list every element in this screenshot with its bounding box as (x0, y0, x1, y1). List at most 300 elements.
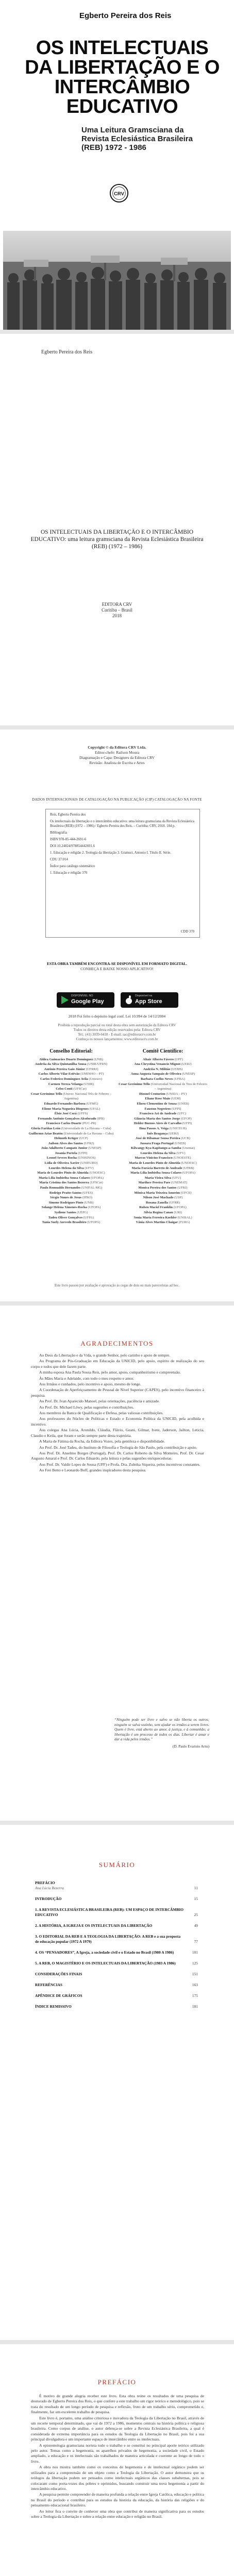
toc-entry[interactable] (35, 1993, 198, 1998)
app-store-label: App Store (135, 998, 162, 1005)
member-affiliation: (Unemat) (182, 1146, 195, 1150)
member-name: Maria Vieira Silva (144, 1176, 172, 1180)
review-line: Revisão: Analista de Escrita e Artes (89, 760, 145, 765)
member-name: Francisco Ari de Andrade (139, 1112, 177, 1116)
member-name: Anna Augusta Sampaio de Oliveira (130, 1072, 181, 1076)
council-member (26, 1171, 116, 1176)
council-member (26, 1166, 116, 1171)
member-name: Sydione Santos (54, 1211, 76, 1214)
google-play-badge[interactable] (57, 992, 114, 1008)
toc-entry-label: 4. OS “PENSADORES”, A Igreja, a sociedade civil e o Estado no Brasil (1980 A 1986) (35, 1950, 174, 1955)
app-store-caption: Disponível na (135, 994, 153, 997)
council-member (26, 1205, 116, 1210)
member-name: Carlos Alberto Vilar Estêvão (38, 1072, 80, 1076)
member-name: Andréia N. Militão (143, 1067, 171, 1071)
toc-entry[interactable] (35, 1961, 198, 1966)
committee-member (118, 1121, 208, 1126)
committee-member (118, 1077, 208, 1082)
member-name: Gloria Fariñas León (31, 1126, 61, 1130)
publisher-logo-icon (109, 183, 129, 203)
acknowledgement-paragraph: Ao Prof. Dr. Michael Löwy, pelas sugestões e contribuições. (39, 1404, 134, 1410)
member-name: Ruben Maciel Franklin (139, 1206, 173, 1210)
epigraph (114, 1718, 209, 1750)
council-member (26, 1185, 116, 1191)
page-separator (0, 725, 234, 730)
acknowledgement-paragraph: Aos professores do Núcleo de Políticas e Estado e Economia Política da UNICID, pela acolhida e incentivo. (31, 1416, 204, 1427)
member-name: Jussara Fraga Portugal (140, 1141, 174, 1145)
member-affiliation: (UFPI) (172, 1107, 181, 1111)
member-name: Antônio Pereira Gaio Júnior (44, 1067, 86, 1071)
member-affiliation: (UFMG) (86, 1101, 98, 1106)
member-affiliation: (UFAL) (89, 1107, 101, 1111)
legal-deposit: Foi feito o depósito legal conf. Lei 10.994 de 14/12/2004 (77, 1014, 166, 1019)
member-name: Fauston Negreiros (144, 1107, 171, 1111)
committee-member (118, 1136, 208, 1141)
acknowledgement-paragraph: Aos colegas Ana Lúcia, Aronildo, Cláudia, Flávio, Geani, Gilmar, Ivete, Jaderson, Jailton, Leticia, Claudio e Keila, que foram e serão sempre parte desta trajetória. (31, 1428, 204, 1438)
member-name: Maria Eurácia Barreto de Andrade (131, 1166, 182, 1170)
acknowledgement-paragraph: Aos Prof. Dr. Anselmo Borges (Portugal), Prof. Dr. Carlos Roberto da Silva Monteiro, Prof. Dr. Cesar Augusto Amaral e Prof. Dr. Carlos Eduardo, pela leitura e pelas sugestões enriquecedoras. (31, 1450, 204, 1461)
catalog-isbn: ISBN 978-85-444-2691-6 (50, 838, 87, 841)
catalog-index: 1. Educação e religião 370 (50, 871, 88, 875)
preface-paragraph: Este livro é, portanto, uma análise criteriosa e inovadora da Teologia da Libertação no Brasil, através de um recorte temporal determinado, que vai de 1972 a 1986, momentos centrais na história política e religiosa brasileira. Como corpus de análise, o autor debruça-se sobre a Revista Eclesiástica Brasileira, a qual é considerada de extrema importância para os estudos da Teologia da Libertação no Brasil, pois foi a sua principal divulgadora e um importante espaço de intercâmbio entre os intelectuais. (31, 2415, 204, 2442)
member-name: Solange Helena Ximenes-Rocha (41, 1206, 87, 1210)
committee-member (118, 1220, 208, 1225)
member-name: Andréia da Silva Quintanilha Sousa (35, 1062, 87, 1066)
member-affiliation: (UFV) (85, 1166, 94, 1170)
toc-entry-label: PREFÁCIO (35, 1880, 55, 1885)
council-member (26, 1210, 116, 1215)
member-affiliation: (UFOPA) (88, 1206, 101, 1210)
copyright-header (3, 745, 231, 766)
member-name: Helmuth Krüger (54, 1137, 79, 1141)
member-name: Mariluce Pereira Paes (138, 1181, 171, 1185)
acknowledgement-paragraph: Ao Frei Betto e Leonardo Boff, grandes inspiradores desta pesquisa. (39, 1468, 146, 1473)
member-name: Aldira Guimarães Duarte Domínguez (39, 1057, 93, 1061)
member-affiliation: (UNB) (84, 1200, 94, 1205)
member-name: Eliane Rose Maio (145, 1097, 171, 1101)
catalog-doi: DOI 10.24824/978854442691.6 (50, 844, 95, 848)
toc-entry[interactable] (35, 1907, 198, 1918)
committee-member (118, 1131, 208, 1137)
acknowledgement-paragraph: Ao Prof. Dr. Ivan Aparecido Manoel, pelas orientações, paciência e amizade. (39, 1399, 160, 1404)
toc-entry-label: 5. A REB, O MAGISTÉRIO E OS INTELECTUAIS DA LIBERTAÇÃO (1983 A 1986) (35, 1961, 176, 1965)
acknowledgement-paragraph: Ao Deus da Libertação e da Vida, o grande Senhor, pelo carinho e apoio de sempre. (39, 1353, 171, 1358)
toc-entry[interactable] (35, 1982, 198, 1988)
contact-line: Tel.: (41) 3039-6418 - E-mail: sac@editoracrv.com.br (78, 1032, 156, 1037)
committee-member (118, 1057, 208, 1062)
member-affiliation: (UNOESC) (89, 1171, 105, 1175)
committee-member (118, 1151, 208, 1156)
member-affiliation: (UNOESC) (181, 1161, 197, 1165)
toc-entry-label: 3. O EDITORIAL DA REB E A TEOLOGIA DA LIBERTAÇÃO: A REB e a sua proposta de educação popular (1972 A 1979) (35, 1934, 181, 1944)
member-affiliation: (UERJ) (168, 1131, 179, 1136)
rights-block (19, 961, 215, 972)
member-affiliation: (Unieuro) (89, 1077, 103, 1081)
committee-member (118, 1096, 208, 1101)
committee-member (118, 1176, 208, 1181)
council-member (26, 1195, 116, 1200)
council-member (26, 1092, 116, 1101)
member-affiliation: (UFES) (82, 1191, 93, 1195)
table-of-contents-page (3, 1825, 231, 2340)
member-name: Guillermo Arias Beatón (28, 1131, 63, 1136)
catalog-record-box (45, 809, 200, 938)
catalog-subjects: 1. Educação e religião 2. Teologia da libertação 3. Gramsci, Antonio I. Título II. Série. (50, 851, 172, 855)
committee-member (118, 1111, 208, 1116)
member-affiliation: (UNIFAL-MG) (81, 1186, 103, 1190)
council-member (26, 1077, 116, 1082)
page-separator (0, 1301, 234, 1306)
council-member (26, 1220, 116, 1225)
catalog-title: DADOS INTERNACIONAIS DE CATALOGAÇÃO NA PUBLICAÇÃO (CIP) CATALOGAÇÃO NA FONTE (32, 798, 202, 802)
council-member (26, 1111, 116, 1116)
member-name: Tadeu Oliver Gonçalves (48, 1215, 83, 1219)
council-member (26, 1121, 116, 1126)
member-affiliation: (UNEB) (177, 1101, 189, 1106)
member-name: Mônica Maria Teixeira Amorim (134, 1191, 180, 1195)
cover-title: OS INTELECTUAIS DA LIBERTAÇÃO E O INTERCÂMBIO EDUCATIVO (25, 37, 220, 117)
member-name: Eduardo Fernandes Barbosa (44, 1101, 86, 1106)
member-affiliation: (IFRO) (82, 1196, 92, 1200)
toc-entry[interactable] (35, 2004, 198, 2009)
preface-text (31, 2394, 204, 2520)
member-affiliation: (UFU) (172, 1176, 181, 1180)
council-member (26, 1126, 116, 1131)
member-name: Carlos Federico Dominguez Avila (40, 1077, 88, 1081)
member-affiliation: (UFC) (177, 1112, 187, 1116)
member-affiliation: (UFOP) (180, 1116, 192, 1121)
council-member (26, 1146, 116, 1151)
toc-entry-label: ÍNDICE REMISSIVO (35, 2004, 72, 2009)
acknowledgement-paragraph: Aos membros da Banca de Qualificação e Defesa, pelas valiosas contribuições. (39, 1411, 163, 1416)
committee-member (118, 1161, 208, 1166)
member-affiliation: (UEPG) (77, 1211, 88, 1214)
toc-entry-page: 175 (192, 1993, 198, 1998)
committee-member (118, 1141, 208, 1146)
catalog-description: Os intelectuais da libertação e o intercâmbio educativo: uma leitura gramsciana da Revista Eclesiástica Brasileira (REB) (1972 – 1986) / Egberto Pereira dos Reis. – Curitiba: CRV, 2018. 184 p. (50, 820, 194, 828)
council-member (26, 1141, 116, 1146)
title-page-author: Egberto Pereira dos Reis (41, 349, 93, 355)
member-name: Sérgio Nunes de Jesus (50, 1196, 82, 1200)
book-cover (3, 0, 231, 330)
council-member (26, 1161, 116, 1166)
committee-member (118, 1185, 208, 1191)
cover-author: Egberto Pereira dos Reis (79, 11, 172, 20)
member-name: Josania Portela (55, 1151, 77, 1155)
member-affiliation: (Universidade de La Havana – Cuba) (63, 1131, 114, 1136)
member-name: Maria Lília Imbiriba Sousa Colares (39, 1176, 90, 1180)
committee-member (118, 1082, 208, 1092)
committee-member (118, 1205, 208, 1210)
toc-entry-label: APÊNDICE DE GRÁFICOS (35, 1993, 82, 1998)
member-name: Kilwangy Kya Kapitango-a-Samba (130, 1146, 181, 1150)
table-of-contents (35, 1880, 198, 2015)
scientific-committee-column (118, 1049, 208, 1225)
toc-entry-page: 49 (194, 1923, 198, 1928)
preface-page (3, 2344, 231, 2576)
council-member (26, 1116, 116, 1122)
member-affiliation: (UNICEUB) (169, 1126, 187, 1130)
cover-crowd-photo (3, 231, 231, 330)
toc-entry[interactable] (35, 1880, 198, 1891)
apple-icon (125, 995, 133, 1005)
toc-entry-page: 181 (192, 2004, 198, 2009)
toc-entry-page: 163 (192, 1982, 198, 1987)
committee-member (118, 1067, 208, 1072)
member-name: Fernando Antônio Gonçalves Alcoforado (38, 1116, 96, 1121)
council-member (26, 1156, 116, 1161)
member-affiliation: (UCP) (79, 1137, 88, 1141)
council-member (26, 1200, 116, 1206)
committee-member (118, 1191, 208, 1196)
member-name: Lourdes Helena da Silva (48, 1166, 84, 1170)
member-affiliation: (UFFS) (77, 1112, 88, 1116)
member-name: Maria de Lourdes Pinto de Almeida (129, 1161, 180, 1165)
catalog-bibliography: Bibliografia (50, 831, 67, 835)
app-notice: CONHEÇA E BAIXE NOSSO APLICATIVO! (80, 967, 154, 971)
toc-entry-page: 77 (194, 1939, 198, 1944)
toc-entry[interactable] (35, 1934, 198, 1944)
acknowledgement-paragraph: A Maria de Fátima da Rocha, da Editora Vozes, pela gentileza e disponibilidade. (39, 1439, 165, 1444)
member-affiliation: (UNEB) (174, 1141, 186, 1145)
council-member (26, 1215, 116, 1221)
member-name: Rodrigo Pratte-Santos (49, 1191, 82, 1195)
copyright-line: Copyright © da Editora CRV Ltda. (88, 745, 146, 750)
member-affiliation: (UNIEURO) (80, 1161, 98, 1165)
member-affiliation: (UFRJ) (177, 1186, 188, 1190)
acknowledgement-paragraph: A Coordenação de Aperfeiçoamento de Pessoal de Nível Superior (CAPES), pelo incentivo financeiro à pesquisa. (31, 1387, 204, 1398)
member-name: Nilson José Machado (143, 1196, 174, 1200)
title-page-title: OS INTELECTUAIS DA LIBERTAÇÃO E O INTERCÂMBIO EDUCATIVO: uma leitura gramsciana da Revista Eclesiástica Brasileira (REB) (1972 – 1986) (30, 529, 204, 550)
toc-entry-label: INTRODUÇÃO (35, 1896, 62, 1901)
committee-member (118, 1072, 208, 1077)
toc-entry[interactable] (35, 1923, 198, 1928)
member-affiliation: (UFOPA) (182, 1171, 195, 1175)
member-name: Francisco Carlos Duarte (46, 1122, 81, 1126)
acknowledgement-paragraph: A minha esposa Ana Paula Sousa Reis, pelo amor, apoio, companheirismo e compreensão. (39, 1370, 181, 1375)
member-affiliation: (UNIR) (83, 1082, 94, 1086)
member-name: Simone Rodrigues Pinto (48, 1200, 83, 1205)
committee-member (118, 1092, 208, 1097)
member-name: Maria Cristina dos Santos Bezerra (39, 1181, 89, 1185)
member-name: Maria Lília Imbiriba Sousa Colares (130, 1171, 182, 1175)
committee-member (118, 1126, 208, 1131)
preface-paragraph: A pesquisa permite compreender de maneira profunda a relação entre Igreja Católica, educação e política no Brasil do período e contribui para os estudos da história da educação, da história das religiões e do pensamento educacional brasileiro. (31, 2492, 204, 2508)
member-affiliation: (UFSCar) (73, 1087, 87, 1091)
acknowledgement-paragraph: Ao Programa de Pós-Graduação em Educação da UNICID, pelo apoio, espírito de realização do seu corpo e todos que dele fazem parte. (31, 1359, 204, 1369)
rights-reserved (3, 1014, 231, 1019)
council-member (26, 1082, 116, 1087)
catalog-cdd: CDD 370 (180, 930, 194, 934)
preface-paragraph: A obra nos mostra também como os conceitos de hegemonia e de intelectual orgânico podem ser utilizados para a compreensão de um objeto como a Teologia da Libertação. O autor demonstra que os teólogos da libertação podem ser pensados como intelectuais orgânicos das classes subalternas, pois se colocaram como porta-vozes dos pobres e oprimidos, buscando construir uma nova hegemonia a partir do intercâmbio educativo. (31, 2465, 204, 2491)
scientific-committee-title: Comitê Científico: (142, 1048, 183, 1054)
member-name: Elione Maria Nogueira Diogenes (42, 1107, 89, 1111)
acknowledgement-paragraph: Aos Irmãos e cunhados, pelo incentivo e apoio, mesmo de longe. (39, 1382, 141, 1387)
member-affiliation: (Universidad Nacional de Tres de Febrero – Argentina) (151, 1082, 207, 1091)
member-affiliation: (UFRJ) (83, 1141, 94, 1145)
website-line[interactable]: Conheça os nossos lançamentos: www.editoracrv.com.br (76, 1037, 158, 1041)
member-affiliation: (UFPI) (182, 1122, 192, 1126)
member-name: Leonel Severo Rocha (46, 1156, 77, 1160)
editorial-council-title: Conselho Editorial: (49, 1048, 93, 1054)
toc-entry-label: 1. A REVISTA ECLESIÁSTICA BRASILEIRA (REB): UM ESPAÇO DE INTERCÂMBIO EDUCATIVO (35, 1907, 184, 1917)
committee-member (118, 1200, 208, 1206)
member-affiliation: (UFCE) (180, 1191, 192, 1195)
member-name: Monica Pereira dos Santos (138, 1186, 177, 1190)
google-play-caption: DISPONÍVEL NO (71, 994, 93, 997)
page-separator (0, 1821, 234, 1825)
member-affiliation: (PUC-PR) (82, 1122, 96, 1126)
member-name: José de Ribamar Sousa Pereira (136, 1137, 180, 1141)
member-affiliation: (UFOPA) (90, 1176, 104, 1180)
page-separator (0, 2340, 234, 2344)
toc-entry-page: 11 (194, 1886, 198, 1890)
member-affiliation: (UNIR/UFRN) (87, 1062, 108, 1066)
toc-entry-label: REFERÊNCIAS (35, 1982, 62, 1987)
copyright-page (3, 730, 231, 1301)
member-affiliation: (UNESP) (88, 1146, 102, 1150)
member-affiliation: (IPB) (97, 1116, 105, 1121)
member-name: Cesar Gerónimo Tello (30, 1092, 62, 1096)
council-member (26, 1087, 116, 1092)
toc-entry[interactable] (35, 1950, 198, 1955)
member-name: Sonia Maria Ferreira Koehler (133, 1215, 177, 1219)
member-affiliation: (UFRB) (183, 1166, 194, 1170)
toc-entry-label: 2. A HISTÓRIA, A IGREJA E OS INTELECTUAIS DA LIBERTAÇÃO (35, 1923, 153, 1928)
member-affiliation: (Univer. Nacional Três de Febrero – Argentina) (63, 1092, 112, 1101)
acknowledgement-paragraph: Aos Prof. Dr. Valdir Lopes de Sousa (UFF) e Profa. Dra. Zuleika Siqueira, pelos incentivos constantes. (39, 1462, 200, 1467)
member-affiliation: (UEM) (171, 1097, 181, 1101)
toc-entry-page: 15 (194, 1896, 198, 1901)
catalog-author: Reis, Egberto Pereira dos (50, 813, 86, 817)
preface-title: PREFÁCIO (97, 2378, 137, 2386)
committee-member (118, 1215, 208, 1221)
publisher-contact (3, 1023, 231, 1042)
member-affiliation: (UNEMAT) (171, 1181, 188, 1185)
member-affiliation: (UFPA) (83, 1215, 94, 1219)
toc-entry-page: 125 (192, 1961, 198, 1965)
member-name: Sílvia Regina Canan (144, 1211, 173, 1214)
member-affiliation: (UNB) (94, 1057, 104, 1061)
member-affiliation: (Universidade de La Havana – Cuba) (61, 1126, 111, 1130)
member-affiliation: (UNOESTE) (173, 1156, 191, 1160)
member-affiliation: (UFRR) (169, 1200, 180, 1205)
member-affiliation: (FURG) (178, 1221, 190, 1225)
member-affiliation: (UNIDA – PY) (166, 1092, 187, 1096)
play-store-icon (61, 995, 69, 1005)
member-affiliation: (UFSCar) (90, 1181, 103, 1185)
member-name: Elizeu Clementino de Souza (137, 1101, 177, 1106)
council-member (26, 1131, 116, 1137)
committee-member (118, 1062, 208, 1067)
toc-entry-page: 101 (192, 1950, 198, 1955)
publisher-logo-text: CRV (114, 191, 124, 197)
committee-member (118, 1146, 208, 1151)
member-name: Vânia Alves Martins Chaigar (136, 1221, 178, 1225)
page-separator (0, 330, 234, 334)
council-member (26, 1180, 116, 1185)
member-name: Jailson Alves dos Santos (48, 1141, 83, 1145)
member-name: Celso Conti (56, 1087, 73, 1091)
acknowledgement-paragraph: Ao Prof. Dr. José Tadeu, do Instituto de Filosofia e Teologia de São Paulo, pela contribuição e apoio. (39, 1445, 197, 1450)
member-name: Ilma Passos A. Veiga (139, 1126, 169, 1130)
member-affiliation: (UFV) (176, 1151, 186, 1155)
council-member (26, 1151, 116, 1156)
acknowledgement-paragraph: Às Mães Maria e Adelaide, com todo o meu respeito e amor. (39, 1376, 135, 1381)
preface-paragraph: É motivo de grande alegria receber este livro. Esta obra reúne os resultados de uma pesquisa de doutorado de Egberto Pereira dos Reis, o que confere a este trabalho um rigor teórico e metodológico, pois se trata do resultado de um longo período de pesquisa e reflexão, fruto de um trabalho sério, comprometido e, finalmente, faz um excelente trabalho de pesquisa. (31, 2394, 204, 2415)
council-member (26, 1107, 116, 1112)
council-member (26, 1176, 116, 1181)
committee-member (118, 1107, 208, 1112)
table-of-contents-title: SUMÁRIO (98, 1861, 136, 1869)
member-affiliation: (UERJ) (181, 1062, 192, 1066)
committee-member (118, 1101, 208, 1107)
committee-member (118, 1166, 208, 1171)
preface-paragraph: A epistemologia gramsciana norteia todo o trabalho e se constitui no principal aporte teórico utilizado pelo autor. Temas como a hegemonia, os aparelhos privados de hegemonia, a sociedade civil, o Estado ampliado, a educação e os intelectuais são trabalhados de maneira articulada e coerente ao longo de todo o livro. (31, 2443, 204, 2464)
rights-holder: Todos os direitos desta edição reservados pela: Editora CRV (73, 1028, 161, 1032)
publisher-name: EDITORA CRV (102, 602, 132, 607)
member-name: Diosnel Centurion (139, 1092, 165, 1096)
council-member (26, 1191, 116, 1196)
member-affiliation: (UEMS) (171, 1067, 183, 1071)
member-name: Paulo Romualdo Hernandes (40, 1186, 81, 1190)
council-member (26, 1062, 116, 1067)
council-member (26, 1072, 116, 1077)
app-store-badges (57, 992, 180, 1015)
editor-line: Editor-chefe: Railson Moura (94, 750, 140, 755)
committee-member (118, 1156, 208, 1161)
member-name: Cesar Gerónimo Tello (119, 1082, 151, 1086)
member-affiliation: (URI) (174, 1211, 182, 1214)
member-name: Rosana Zanella (145, 1200, 169, 1205)
member-affiliation: (USP) (174, 1196, 183, 1200)
epigraph-source: (D. Paulo Evaristo Arns) (172, 1744, 209, 1749)
member-name: João Adalberto Campato Junior (41, 1146, 88, 1150)
acknowledgements-title: AGRADECIMENTOS (80, 1340, 154, 1347)
member-name: Altair Alberto Fávero (143, 1057, 174, 1061)
title-page-publisher-block (3, 602, 231, 619)
reserved-year: 2018 (68, 1014, 76, 1019)
member-name: Lourdes Helena da Silva (140, 1151, 176, 1155)
peer-review-note: Este livro passou por avaliação e aprovação às cegas de dois ou mais pareceristas ad hoc. (54, 1284, 180, 1287)
editorial-council-column (26, 1049, 116, 1225)
catalog-index-title: Índice para catálogo sistemático (50, 865, 95, 868)
member-affiliation: (UNESP) (182, 1072, 195, 1076)
toc-entry[interactable] (35, 1896, 198, 1902)
design-line: Diagramação e Capa: Designers da Editora CRV (79, 755, 155, 760)
member-affiliation: (UFRRJ) (86, 1067, 98, 1071)
toc-entry[interactable] (35, 1972, 198, 1977)
member-affiliation: (UFPI) (78, 1151, 88, 1155)
member-name: Lídia de Oliveira Xavier (44, 1161, 80, 1165)
preface-paragraph: Ao leitor fica o convite de conhecer uma obra que contribui de maneira significativa para os estudos sobre a Teologia da Libertação e sobre a relação entre educação e religião no Brasil. (31, 2509, 204, 2519)
publication-year: 2018 (112, 613, 122, 618)
council-member (26, 1101, 116, 1107)
app-store-badge[interactable] (121, 992, 178, 1008)
committee-member (118, 1171, 208, 1176)
catalog-cdu: CDU 37.014 (50, 858, 68, 861)
cover-subtitle: Uma Leitura Gramsciana da Revista Eclesiástica Brasileira (REB) 1972 - 1986 (81, 126, 193, 152)
member-affiliation: (UNISINOS) (77, 1156, 96, 1160)
member-name: Helder Buenos Aires de Carvalho (133, 1122, 182, 1126)
member-name: Tania Suely Azevedo Brasileiro (42, 1221, 87, 1225)
acknowledgements-text (31, 1353, 204, 1474)
member-name: Carmen Tereza Velanga (48, 1082, 83, 1086)
committee-member (118, 1116, 208, 1122)
committee-member (118, 1180, 208, 1185)
epigraph-quote: “Ninguém pode ser livre e salvo se não liberta os outros; ninguém se salva sozinho, sem ajudar os irmãos a serem livres. Quem é livre, está aberto ao amor, à justiça, e à comunhão; a libertação é um processo de todos os dias. Libertar é amar e dar a vida pelos irmãos.” (114, 1718, 209, 1742)
member-name: Gláucia Maria dos Santos Jorge (134, 1116, 180, 1121)
